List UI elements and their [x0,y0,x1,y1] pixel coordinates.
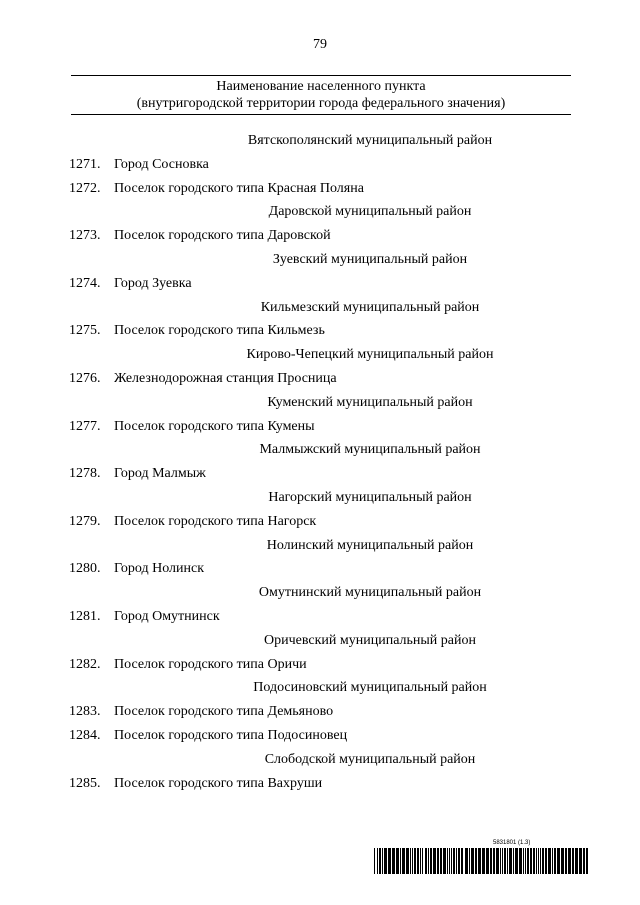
entry-name: Поселок городского типа Подосиновец [114,727,348,743]
list-item [0,177,640,201]
list-item [0,653,640,677]
district-heading: Слободской муниципальный район [264,751,476,767]
entry-number: 1272. [69,180,101,196]
list-item [0,557,640,581]
header-top-rule [71,75,571,76]
list-item [0,724,640,748]
list-item [0,772,640,796]
entry-name: Поселок городского типа Кильмезь [114,323,325,339]
settlement-list [0,129,640,795]
list-item [0,605,640,629]
district-heading: Нагорский муниципальный район [268,489,472,505]
header-subtitle: (внутригородской территории города федерального значения) [136,96,506,111]
entry-name: Город Сосновка [114,156,209,172]
entry-number: 1282. [69,656,101,672]
entry-number: 1271. [69,156,101,172]
entry-name: Город Омутнинск [114,608,220,624]
barcode-icon [374,848,588,874]
header-bottom-rule [71,114,571,115]
district-heading: Кильмезский муниципальный район [260,299,480,315]
entry-number: 1273. [69,228,101,244]
entry-number: 1276. [69,370,101,386]
page-number: 79 [313,37,327,52]
list-item [0,319,640,343]
list-item [0,510,640,534]
list-item [0,415,640,439]
entry-number: 1281. [69,608,101,624]
entry-number: 1284. [69,727,101,743]
header-title: Наименование населенного пункта [216,79,426,94]
entry-name: Поселок городского типа Демьяново [114,704,334,720]
entry-name: Поселок городского типа Красная Поляна [114,180,364,196]
list-item [0,462,640,486]
entry-name: Поселок городского типа Кумены [114,418,315,434]
entry-number: 1274. [69,275,101,291]
entry-name: Поселок городского типа Даровской [114,228,331,244]
list-item [0,272,640,296]
district-heading: Нолинский муниципальный район [266,537,474,553]
district-heading: Оричевский муниципальный район [263,632,476,648]
entry-name: Поселок городского типа Вахруши [114,775,323,791]
list-item [0,153,640,177]
list-item [0,367,640,391]
entry-number: 1283. [69,704,101,720]
entry-name: Город Малмыж [114,466,206,482]
entry-name: Город Зуевка [114,275,192,291]
entry-number: 1275. [69,323,101,339]
entry-number: 1277. [69,418,101,434]
entry-number: 1279. [69,513,101,529]
district-heading: Омутнинский муниципальный район [258,585,482,601]
entry-name: Город Нолинск [114,561,204,577]
entry-name: Железнодорожная станция Просница [114,370,337,386]
entry-number: 1285. [69,775,101,791]
table-header [71,78,571,112]
entry-number: 1280. [69,561,101,577]
district-heading: Подосиновский муниципальный район [253,680,487,696]
district-heading: Даровской муниципальный район [268,204,472,220]
barcode-code: 5831801 (1.3) [493,840,531,846]
list-item [0,700,640,724]
district-heading: Куменский муниципальный район [267,394,473,410]
district-heading: Кирово-Чепецкий муниципальный район [246,347,494,363]
district-heading: Малмыжский муниципальный район [259,442,481,458]
entry-name: Поселок городского типа Нагорск [114,513,317,529]
entry-number: 1278. [69,466,101,482]
list-item [0,224,640,248]
district-heading: Вятскополянский муниципальный район [247,133,493,148]
entry-name: Поселок городского типа Оричи [114,656,307,672]
district-heading: Зуевский муниципальный район [272,251,468,267]
